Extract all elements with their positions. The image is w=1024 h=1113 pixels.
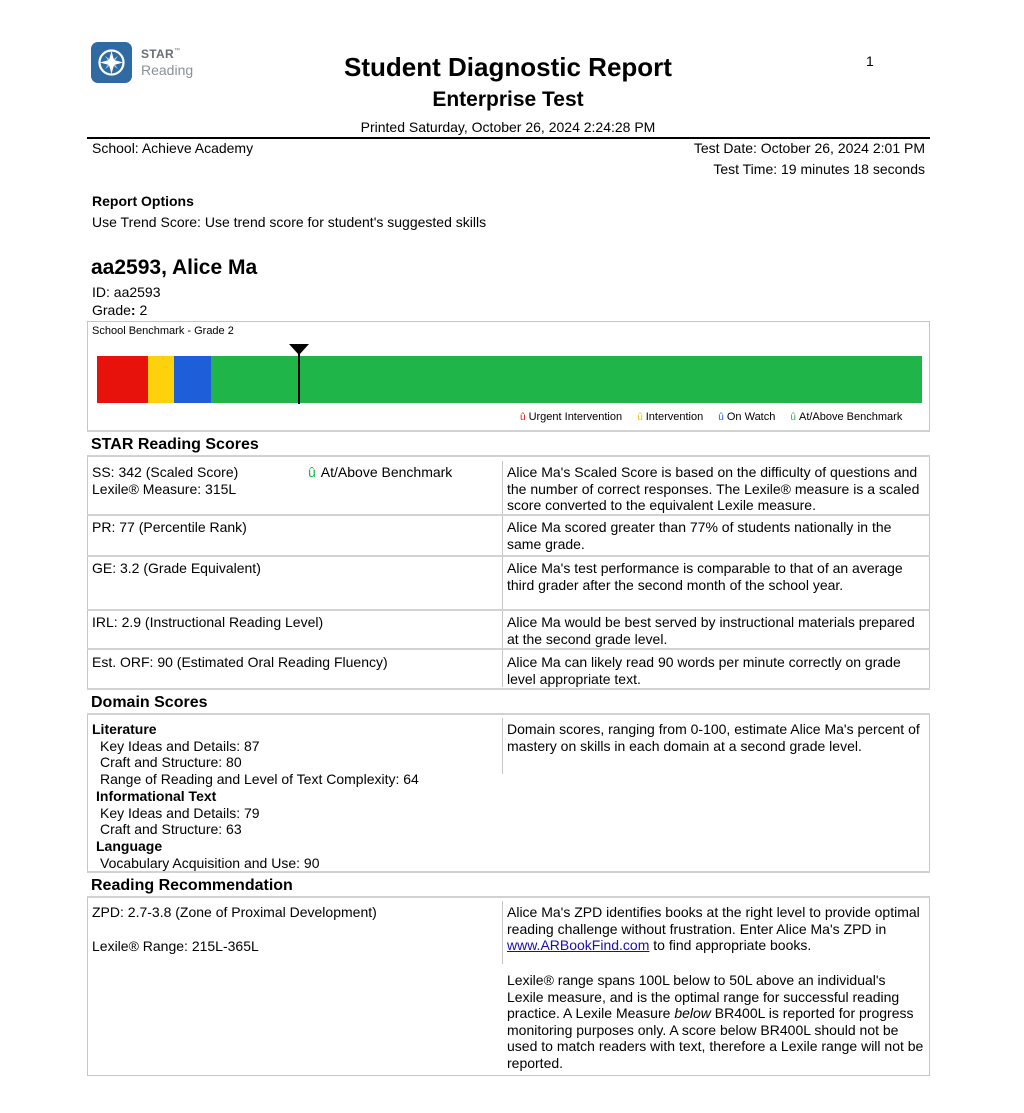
instructional-reading-level-description: Alice Ma would be best served by instructional materials prepared at the second grade level. bbox=[507, 614, 915, 647]
report-subtitle: Enterprise Test bbox=[432, 88, 584, 111]
zpd-range: ZPD: 2.7-3.8 (Zone of Proximal Development) bbox=[92, 904, 377, 920]
domain-scores-heading: Domain Scores bbox=[87, 688, 930, 715]
domain-language: Language bbox=[96, 838, 163, 854]
row-divider bbox=[87, 648, 930, 650]
domain-score: Range of Reading and Level of Text Complexity: 64 bbox=[100, 771, 419, 787]
row-divider bbox=[87, 609, 930, 611]
estimated-oral-reading-fluency: Est. ORF: 90 (Estimated Oral Reading Fluency) bbox=[92, 654, 388, 670]
instructional-reading-level: IRL: 2.9 (Instructional Reading Level) bbox=[92, 614, 324, 630]
column-divider bbox=[502, 718, 503, 774]
on-watch-flag-icon: û bbox=[718, 412, 724, 423]
lexile-range: Lexile® Range: 215L-365L bbox=[92, 938, 259, 954]
row-divider bbox=[87, 514, 930, 516]
star-reading-logo bbox=[91, 42, 213, 84]
legend-intervention: û Intervention bbox=[637, 411, 704, 423]
domain-literature: Literature bbox=[92, 721, 157, 737]
benchmark-on-watch-segment bbox=[174, 356, 211, 403]
benchmark-intervention-segment bbox=[148, 356, 174, 403]
zpd-description: Alice Ma's ZPD identifies books at the right level to provide optimal reading challenge without frustration. Enter Alice Ma's ZPD in www.ARBookFind.com to find appropriate books. bbox=[507, 904, 920, 953]
benchmark-at-above-segment bbox=[211, 356, 922, 403]
intervention-flag-icon: û bbox=[637, 412, 643, 423]
percentile-rank-description: Alice Ma scored greater than 77% of students nationally in the same grade. bbox=[507, 519, 892, 552]
domain-score: Key Ideas and Details: 87 bbox=[100, 738, 260, 754]
school-name: School: Achieve Academy bbox=[92, 140, 254, 156]
scaled-score-status: û At/Above Benchmark bbox=[308, 464, 453, 480]
at-above-flag-icon: û bbox=[308, 464, 316, 480]
domain-score: Craft and Structure: 63 bbox=[100, 821, 242, 837]
domain-scores-description: Domain scores, ranging from 0-100, estimate Alice Ma's percent of mastery on skills in each domain at a second grade level. bbox=[507, 721, 920, 754]
student-id: ID: aa2593 bbox=[92, 284, 161, 300]
domain-informational-text: Informational Text bbox=[96, 788, 217, 804]
printed-timestamp: Printed Saturday, October 26, 2024 2:24:28 PM bbox=[360, 119, 656, 135]
compass-icon bbox=[91, 42, 132, 83]
star-scores-heading: STAR Reading Scores bbox=[87, 430, 930, 457]
benchmark-urgent-segment bbox=[97, 356, 148, 403]
percentile-rank: PR: 77 (Percentile Rank) bbox=[92, 519, 247, 535]
oral-reading-fluency-description: Alice Ma can likely read 90 words per minute correctly on grade level appropriate text. bbox=[507, 654, 901, 687]
column-divider bbox=[502, 901, 503, 964]
logo-reading-text: Reading bbox=[141, 62, 194, 78]
scaled-score-description: Alice Ma's Scaled Score is based on the difficulty of questions and the number of correct responses. The Lexile® measure is a scaled score converted to the equivalent Lexile measure. bbox=[507, 464, 920, 513]
score-marker-line bbox=[298, 352, 300, 404]
test-time: Test Time: 19 minutes 18 seconds bbox=[713, 161, 925, 177]
lexile-range-description: Lexile® range spans 100L below to 50L above an individual's Lexile measure, and is the optimal range for successful reading practice. A Lexile Measure below BR400L is reported for progress monitoring purposes only. A score below BR400L should not be used to match readers with text, therefore a Lexile range will not be reported. bbox=[507, 972, 924, 1071]
column-divider bbox=[502, 461, 503, 687]
domain-score: Vocabulary Acquisition and Use: 90 bbox=[100, 855, 320, 871]
domain-score: Key Ideas and Details: 79 bbox=[100, 805, 260, 821]
domain-score: Craft and Structure: 80 bbox=[100, 754, 242, 770]
benchmark-label: School Benchmark - Grade 2 bbox=[92, 325, 234, 337]
page-number: 1 bbox=[866, 53, 874, 69]
scaled-score: SS: 342 (Scaled Score) bbox=[92, 464, 239, 480]
arbookfind-link[interactable]: www.ARBookFind.com bbox=[507, 937, 650, 953]
legend-on-watch: û On Watch bbox=[718, 411, 776, 423]
urgent-flag-icon: û bbox=[520, 412, 526, 423]
reading-recommendation-heading: Reading Recommendation bbox=[87, 871, 930, 898]
row-divider bbox=[87, 555, 930, 557]
report-options-value: Use Trend Score: Use trend score for student's suggested skills bbox=[92, 214, 487, 230]
lexile-measure: Lexile® Measure: 315L bbox=[92, 481, 237, 497]
grade-equivalent: GE: 3.2 (Grade Equivalent) bbox=[92, 560, 261, 576]
test-date: Test Date: October 26, 2024 2:01 PM bbox=[693, 140, 925, 156]
report-options-heading: Report Options bbox=[92, 193, 194, 209]
header-divider bbox=[87, 137, 930, 139]
logo-star-text: STAR™ bbox=[141, 47, 181, 61]
legend-urgent: û Urgent Intervention bbox=[520, 411, 623, 423]
student-name: aa2593, Alice Ma bbox=[91, 256, 258, 279]
report-title: Student Diagnostic Report bbox=[344, 52, 672, 82]
benchmark-legend bbox=[520, 411, 914, 423]
legend-at-above: û At/Above Benchmark bbox=[790, 411, 903, 423]
grade-equivalent-description: Alice Ma's test performance is comparable to that of an average third grader after the second month of the school year. bbox=[507, 560, 903, 593]
student-grade: Grade: 2 bbox=[92, 302, 148, 318]
at-above-flag-icon: û bbox=[790, 412, 796, 423]
